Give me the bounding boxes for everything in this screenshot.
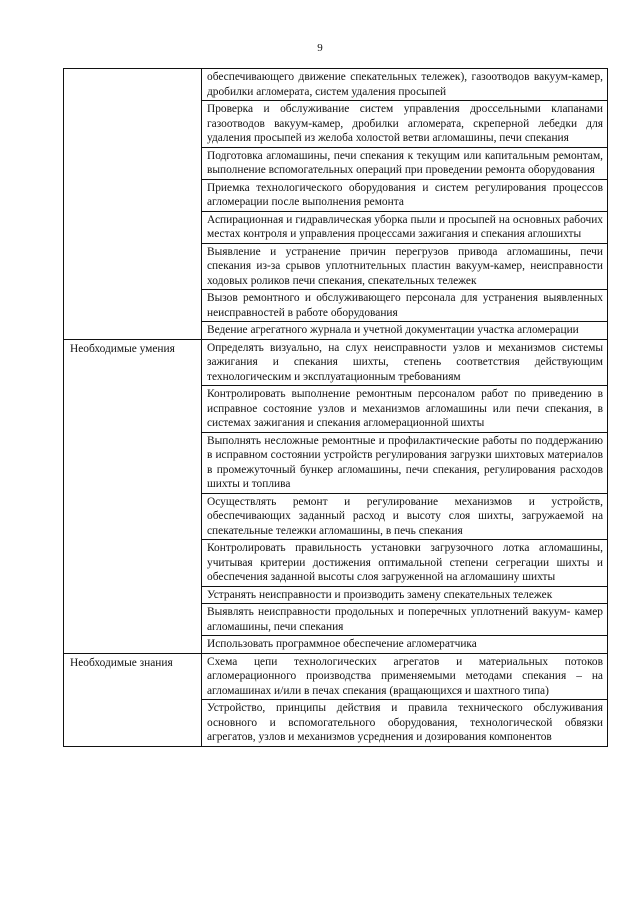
competency-table	[63, 68, 608, 747]
section-label: Необходимые умения	[64, 339, 202, 653]
section-item-text: Схема цепи технологических агрегатов и материальных потоков агломерационного производства применяемыми методами спекания – на агломашинах и/или в печах спекания (вращающихся и шахтного типа)	[202, 653, 608, 700]
section-item-text: Выполнять несложные ремонтные и профилактические работы по поддержанию в исправном состоянии устройств регулирования загрузки шихтовых материалов в промежуточный бункер агломашины, печи спекания, регулирования расходов шихты и топлива	[202, 432, 608, 493]
section-item-text: Устранять неисправности и производить замену спекательных тележек	[202, 586, 608, 604]
section-item-text: Осуществлять ремонт и регулирование механизмов и устройств, обеспечивающих заданный расход и высоту слоя шихты, загружаемой на спекательные тележки агломашины, в печь спекания	[202, 493, 608, 540]
table-row	[64, 653, 608, 700]
section-item-text: Проверка и обслуживание систем управления дроссельными клапанами газоотводов вакуум-камер, дробилки агломерата, скреперной лебедки для удаления просыпей из желоба холостой ветви агломашины, печи спекания	[202, 101, 608, 148]
section-item-text: Подготовка агломашины, печи спекания к текущим или капитальным ремонтам, выполнение вспомогательных операций при проведении ремонта оборудования	[202, 147, 608, 179]
section-item-text: обеспечивающего движение спекательных тележек), газоотводов вакуум-камер, дробилки агломерата, систем удаления просыпей	[202, 69, 608, 101]
section-item-text: Использовать программное обеспечение агломератчика	[202, 636, 608, 654]
section-item-text: Выявлять неисправности продольных и поперечных уплотнений вакуум- камер агломашины, печи спекания	[202, 604, 608, 636]
section-item-text: Контролировать правильность установки загрузочного лотка агломашины, учитывая критерии достижения оптимальной степени сегрегации шихты и обеспечения заданной высоты слоя загруженной на агломашину шихты	[202, 540, 608, 587]
section-item-text: Аспирационная и гидравлическая уборка пыли и просыпей на основных рабочих местах контроля и управления процессами зажигания и спекания аглошихты	[202, 211, 608, 243]
section-item-text: Выявление и устранение причин перегрузов привода агломашины, печи спекания из-за срывов уплотнительных пластин вакуум-камер, неисправности ходовых роликов печи спекания, спекательных тележек	[202, 243, 608, 290]
section-item-text: Вызов ремонтного и обслуживающего персонала для устранения выявленных неисправностей в работе оборудования	[202, 290, 608, 322]
section-item-text: Устройство, принципы действия и правила технического обслуживания основного и вспомогательного оборудования, технологической обвязки агрегатов, узлов и механизмов усреднения и дозирования компонентов	[202, 700, 608, 747]
section-label	[64, 69, 202, 340]
section-label: Необходимые знания	[64, 653, 202, 746]
section-item-text: Определять визуально, на слух неисправности узлов и механизмов системы зажигания и спекания шихты, степень соответствия действующим технологическим и эксплуатационным требованиям	[202, 339, 608, 386]
section-item-text: Контролировать выполнение ремонтным персоналом работ по приведению в исправное состояние узлов и механизмов агломашины или печи спекания, в системах зажигания и спекания агломерационной шихты	[202, 386, 608, 433]
section-item-text: Ведение агрегатного журнала и учетной документации участка агломерации	[202, 322, 608, 340]
section-item-text: Приемка технологического оборудования и систем регулирования процессов агломерации после выполнения ремонта	[202, 179, 608, 211]
competency-table-body	[64, 69, 608, 747]
table-row	[64, 339, 608, 386]
page-number: 9	[317, 42, 323, 54]
table-row	[64, 69, 608, 101]
